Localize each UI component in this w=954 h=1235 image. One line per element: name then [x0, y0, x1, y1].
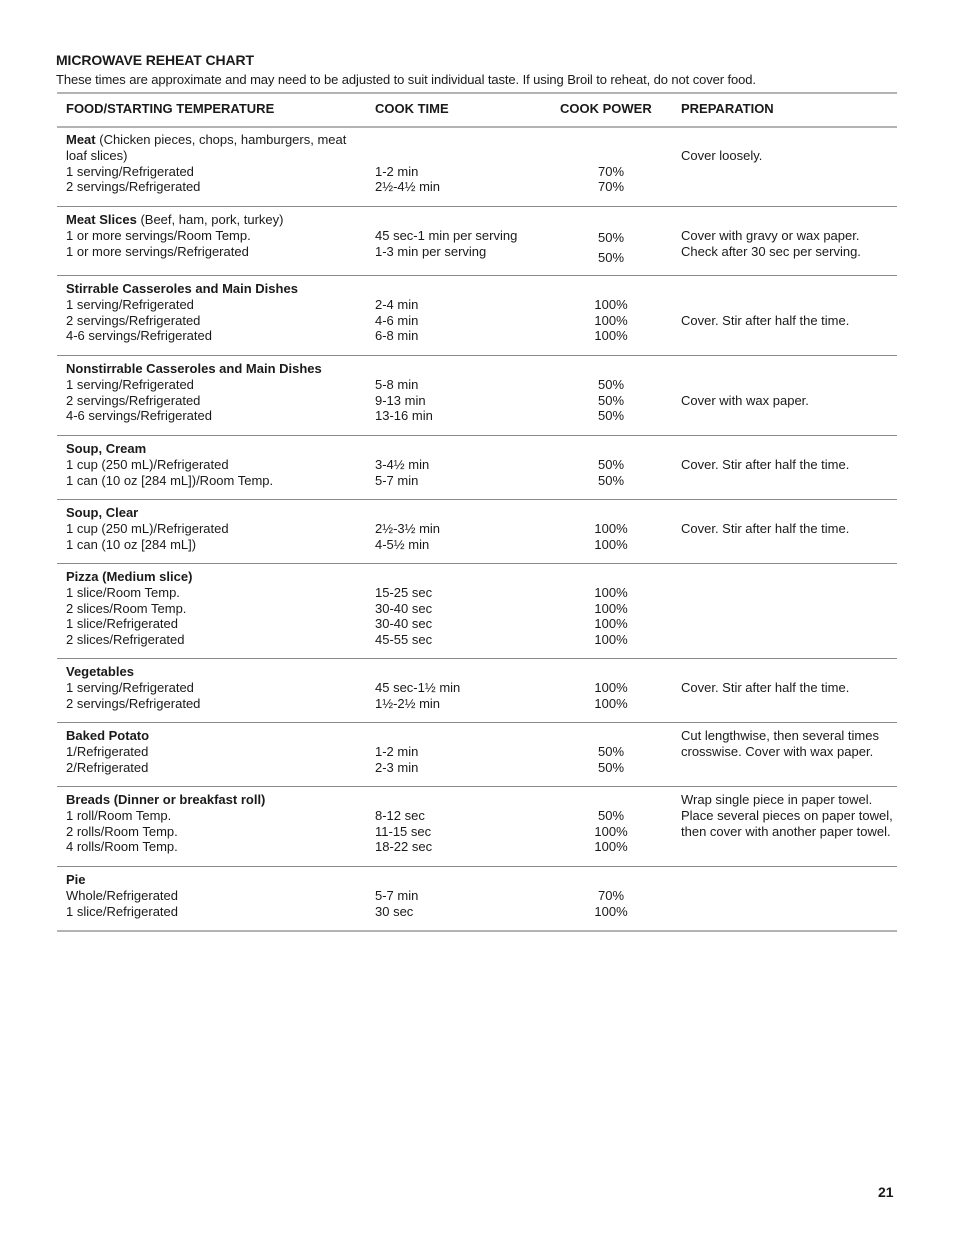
cook-time: 13-16 min: [375, 408, 433, 424]
prep-cell: [681, 313, 893, 329]
cook-time: 2½-4½ min: [375, 179, 441, 195]
power-cell: [557, 457, 665, 489]
page-number: 21: [878, 1184, 894, 1200]
cook-power: 50%: [597, 743, 625, 759]
preparation-text: Cut lengthwise, then several times crosswise. Cover with wax paper.: [681, 728, 879, 759]
food-cell: [66, 441, 366, 488]
cook-power: 100%: [594, 823, 628, 839]
cook-time: 6-8 min: [375, 328, 419, 344]
power-cell: [557, 680, 665, 712]
food-item: 2/Refrigerated: [66, 759, 149, 775]
preparation-text: Cover. Stir after half the time.: [681, 456, 850, 472]
table-row: [57, 658, 897, 722]
time-cell: [375, 377, 555, 424]
cook-power: 100%: [594, 520, 628, 536]
table-row: [57, 206, 897, 275]
power-cell: [557, 744, 665, 776]
preparation-text: Wrap single piece in paper towel. Place several pieces on paper towel, then cover with another paper towel.: [681, 792, 893, 839]
cook-power: 70%: [597, 163, 625, 179]
power-cell: [557, 228, 665, 269]
food-item: Whole/Refrigerated: [66, 887, 178, 903]
power-cell: [557, 888, 665, 920]
cook-power: 50%: [597, 408, 625, 424]
category-name: Vegetables: [66, 664, 134, 679]
food-cell: [66, 664, 366, 711]
cook-time: 5-8 min: [375, 376, 419, 392]
food-item: 1 slice/Room Temp.: [66, 584, 180, 600]
cook-power: 50%: [597, 472, 625, 488]
cook-time: 45-55 sec: [375, 632, 433, 648]
time-cell: [375, 521, 555, 553]
cook-time: 4-5½ min: [375, 536, 430, 552]
category-name: Meat: [66, 132, 96, 147]
header-preparation: PREPARATION: [681, 101, 774, 116]
cook-power: 50%: [597, 250, 625, 266]
preparation-text: Cover loosely.: [681, 147, 763, 163]
cook-time: 45 sec-1½ min: [375, 679, 461, 695]
food-item: 2 rolls/Room Temp.: [66, 823, 178, 839]
power-cell: [557, 521, 665, 553]
category-name: Soup, Cream: [66, 441, 147, 456]
food-item: 4-6 servings/Refrigerated: [66, 408, 212, 424]
cook-power: 100%: [594, 903, 628, 919]
category-name: Baked Potato: [66, 728, 150, 743]
cook-power: 50%: [597, 807, 625, 823]
power-cell: [557, 297, 665, 344]
category-detail: (Beef, ham, pork, turkey): [136, 212, 284, 227]
food-cell: [66, 212, 366, 259]
table-row: [57, 275, 897, 355]
preparation-text: Cover. Stir after half the time.: [681, 312, 850, 328]
time-cell: [375, 297, 555, 344]
prep-cell: [681, 792, 893, 839]
food-cell: [66, 872, 366, 919]
table-row: [57, 355, 897, 435]
table-header: [57, 94, 897, 128]
food-item: 1 or more servings/Refrigerated: [66, 243, 249, 259]
cook-power: 100%: [594, 600, 628, 616]
category-label: [66, 132, 356, 164]
cook-power: 100%: [594, 296, 628, 312]
cook-time: 1-2 min: [375, 743, 419, 759]
cook-power: 50%: [597, 376, 625, 392]
category-name: Pizza (Medium slice): [66, 569, 193, 584]
cook-time: 11-15 sec: [375, 823, 432, 839]
food-cell: [66, 132, 366, 195]
time-cell: [375, 744, 555, 776]
table-row: [57, 866, 897, 930]
table-row: [57, 786, 897, 866]
header-food: FOOD/STARTING TEMPERATURE: [66, 101, 275, 116]
power-cell: [557, 164, 665, 196]
cook-power: 70%: [597, 179, 625, 195]
category-name: Breads (Dinner or breakfast roll): [66, 792, 266, 807]
food-cell: [66, 361, 366, 424]
category-name: Meat Slices: [66, 212, 137, 227]
food-cell: [66, 792, 366, 855]
food-item: 2 slices/Refrigerated: [66, 632, 185, 648]
category-label: [66, 212, 366, 228]
food-item: 1 can (10 oz [284 mL]): [66, 536, 197, 552]
preparation-text: Cover with wax paper.: [681, 392, 809, 408]
cook-time: 5-7 min: [375, 887, 419, 903]
page-title: MICROWAVE REHEAT CHART: [56, 52, 254, 68]
power-cell: [557, 808, 665, 855]
time-cell: [375, 457, 555, 489]
preparation-text: Cover with gravy or wax paper. Check after 30 sec per serving.: [681, 227, 861, 259]
cook-power: 50%: [597, 229, 625, 245]
table-row: [57, 563, 897, 658]
time-cell: [375, 680, 555, 712]
food-item: 1 serving/Refrigerated: [66, 376, 194, 392]
power-cell: [557, 585, 665, 648]
cook-power: 50%: [597, 759, 625, 775]
preparation-text: Cover. Stir after half the time.: [681, 679, 850, 695]
reheat-chart-table: [57, 92, 897, 932]
food-item: 2 servings/Refrigerated: [66, 312, 201, 328]
time-cell: [375, 228, 555, 260]
table-row: [57, 722, 897, 786]
food-item: 2 slices/Room Temp.: [66, 600, 187, 616]
cook-power: 100%: [594, 616, 628, 632]
table-row: [57, 499, 897, 563]
food-item: 1 or more servings/Room Temp.: [66, 227, 251, 243]
cook-power: 50%: [597, 392, 625, 408]
preparation-text: Cover. Stir after half the time.: [681, 520, 850, 536]
food-item: 1 serving/Refrigerated: [66, 296, 194, 312]
header-cook-time: COOK TIME: [375, 101, 449, 116]
cook-time: 1-3 min per serving: [375, 243, 487, 259]
time-cell: [375, 585, 555, 648]
cook-time: 2-3 min: [375, 759, 419, 775]
prep-cell: [681, 728, 893, 760]
category-name: Stirrable Casseroles and Main Dishes: [66, 281, 298, 296]
cook-power: 70%: [597, 887, 625, 903]
food-item: 1 slice/Refrigerated: [66, 903, 178, 919]
cook-time: 1-2 min: [375, 163, 419, 179]
cook-power: 100%: [594, 584, 628, 600]
food-item: 4 rolls/Room Temp.: [66, 839, 178, 855]
prep-cell: [681, 521, 893, 537]
food-item: 2 servings/Refrigerated: [66, 179, 201, 195]
food-cell: [66, 505, 366, 552]
cook-time: 3-4½ min: [375, 456, 430, 472]
prep-cell: [681, 148, 893, 164]
food-item: 1 cup (250 mL)/Refrigerated: [66, 520, 229, 536]
cook-time: 18-22 sec: [375, 839, 433, 855]
cook-time: 2-4 min: [375, 296, 419, 312]
cook-power: 50%: [597, 456, 625, 472]
cook-power: 100%: [594, 679, 628, 695]
food-item: 2 servings/Refrigerated: [66, 392, 201, 408]
time-cell: [375, 888, 555, 920]
category-name: Pie: [66, 872, 86, 887]
food-item: 1 serving/Refrigerated: [66, 679, 194, 695]
time-cell: [375, 808, 555, 855]
cook-time: 8-12 sec: [375, 807, 425, 823]
food-item: 1 cup (250 mL)/Refrigerated: [66, 456, 229, 472]
food-item: 1 slice/Refrigerated: [66, 616, 178, 632]
category-name: Soup, Clear: [66, 505, 139, 520]
cook-time: 30-40 sec: [375, 600, 433, 616]
table-row: [57, 435, 897, 499]
food-item: 1 serving/Refrigerated: [66, 163, 194, 179]
category-name: Nonstirrable Casseroles and Main Dishes: [66, 361, 322, 376]
power-cell: [557, 377, 665, 424]
cook-time: 5-7 min: [375, 472, 419, 488]
header-cook-power: COOK POWER: [560, 101, 652, 116]
cook-power: 100%: [594, 328, 628, 344]
food-cell: [66, 728, 366, 775]
prep-cell: [681, 228, 893, 260]
table-row: [57, 128, 897, 206]
cook-power: 100%: [594, 632, 628, 648]
food-cell: [66, 281, 366, 344]
prep-cell: [681, 393, 893, 409]
cook-time: 4-6 min: [375, 312, 419, 328]
food-item: 1 roll/Room Temp.: [66, 807, 172, 823]
cook-time: 30-40 sec: [375, 616, 433, 632]
time-cell: [375, 164, 555, 196]
food-item: 4-6 servings/Refrigerated: [66, 328, 212, 344]
cook-time: 2½-3½ min: [375, 520, 441, 536]
food-item: 2 servings/Refrigerated: [66, 695, 201, 711]
cook-time: 30 sec: [375, 903, 414, 919]
cook-time: 15-25 sec: [375, 584, 433, 600]
prep-cell: [681, 680, 893, 696]
cook-time: 45 sec-1 min per serving: [375, 227, 518, 243]
cook-power: 100%: [594, 536, 628, 552]
page-subtitle: These times are approximate and may need to be adjusted to suit individual taste. If using Broil to reheat, do not cover food.: [56, 72, 756, 87]
food-item: 1/Refrigerated: [66, 743, 149, 759]
cook-power: 100%: [594, 839, 628, 855]
food-cell: [66, 569, 366, 648]
cook-time: 1½-2½ min: [375, 695, 441, 711]
cook-power: 100%: [594, 312, 628, 328]
cook-time: 9-13 min: [375, 392, 426, 408]
category-detail: (Chicken pieces, chops, hamburgers, meat loaf slices): [66, 132, 347, 163]
prep-cell: [681, 457, 893, 473]
food-item: 1 can (10 oz [284 mL])/Room Temp.: [66, 472, 274, 488]
cook-power: 100%: [594, 695, 628, 711]
